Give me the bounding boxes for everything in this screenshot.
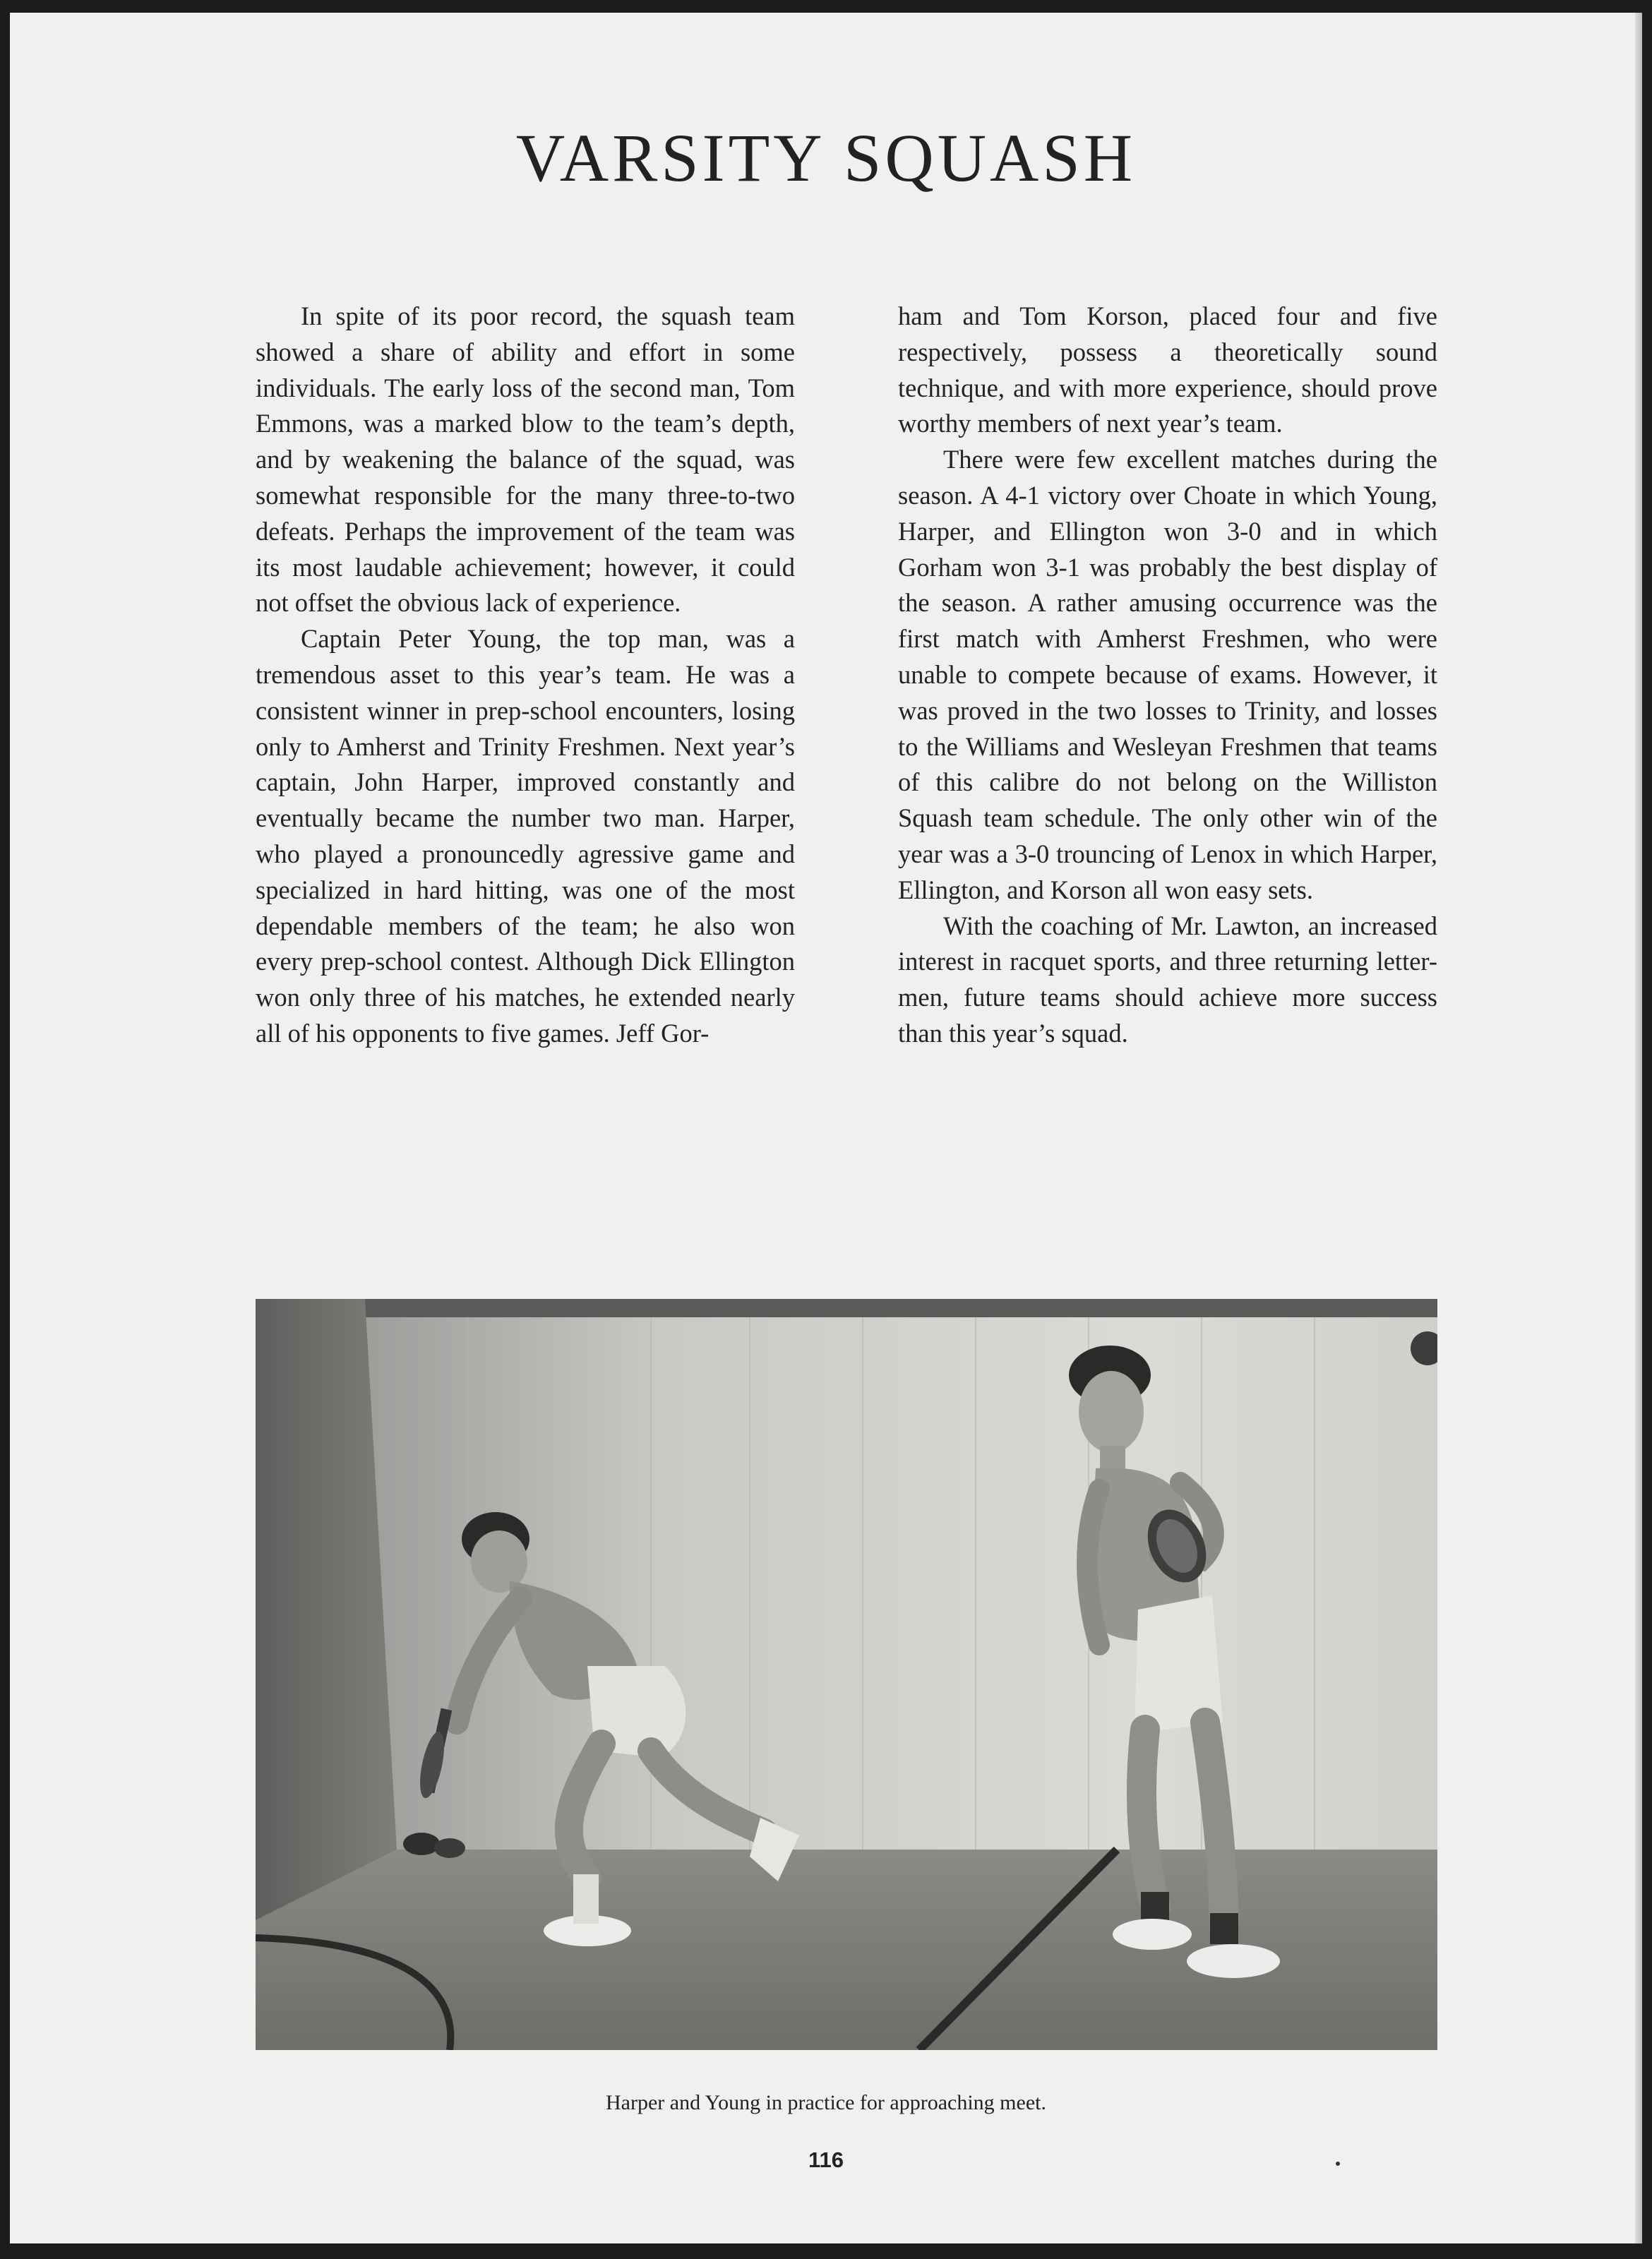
page-number: 116	[808, 2147, 844, 2172]
paragraph-1: In spite of its poor record, the squash team showed a share of ability and effort in some individuals. The early loss of the second man, Tom Emmons, was a marked blow to the team’s depth, and by weakening the balance of the squad, was somewhat responsible for the many three-to-two defeats. Perhaps the improvement of the team was its most laudable achievement; however, it could not offset the obvious lack of experience.	[256, 301, 795, 618]
paragraph-3: There were few excellent matches during the season. A 4-1 victory over Choate in which Young, Harper, and Ellington won 3-0 and in which Gorham won 3-1 was probably the best display of the season. A rather amusing occurrence was the first match with Amherst Freshmen, who were unable to compete because of exams. However, it was proved in the two losses to Trinity, and losses to the Williams and Wesleyan Freshmen that teams of this calibre do not belong on the Williston Squash team schedule. The only other win of the year was a 3-0 trouncing of Lenox in which Harper, Ellington, and Korson all won easy sets.	[898, 445, 1437, 904]
article-column-right	[898, 299, 1437, 1052]
paragraph-2-continued: ham and Tom Korson, placed four and five respectively, possess a theoretically sound technique, and with more experience, should prove worthy members of next year’s team.	[898, 301, 1437, 438]
photo-caption: Harper and Young in practice for approaching meet.	[606, 2091, 1046, 2114]
paragraph-2: Captain Peter Young, the top man, was a tremendous asset to this year’s team. He was a consistent winner in prep-school encounters, losing only to Amherst and Trinity Freshmen. Next year’s captain, John Harper, improved constantly and eventually became the number two man. Harper, who played a pronouncedly agressive game and specialized in hard hitting, was one of the most dependable members of the team; he also won every prep-school contest. Although Dick Ellington won only three of his matches, he extended nearly all of his opponents to five games. Jeff Gor-	[256, 624, 795, 1048]
gallery-strip	[361, 1299, 1437, 1317]
page-title: VARSITY SQUASH	[515, 120, 1137, 196]
page-edge	[1635, 13, 1642, 2243]
photo-illustration	[256, 1299, 1437, 2050]
yearbook-page	[10, 13, 1642, 2243]
article-column-left	[256, 299, 795, 1052]
print-speck	[1336, 2162, 1340, 2166]
paragraph-4: With the coaching of Mr. Lawton, an increased interest in racquet sports, and three returning letter-men, future teams should achieve more success than this year’s squad.	[898, 911, 1437, 1048]
squash-practice-photo	[256, 1299, 1437, 2050]
floor-equipment	[403, 1833, 440, 1855]
